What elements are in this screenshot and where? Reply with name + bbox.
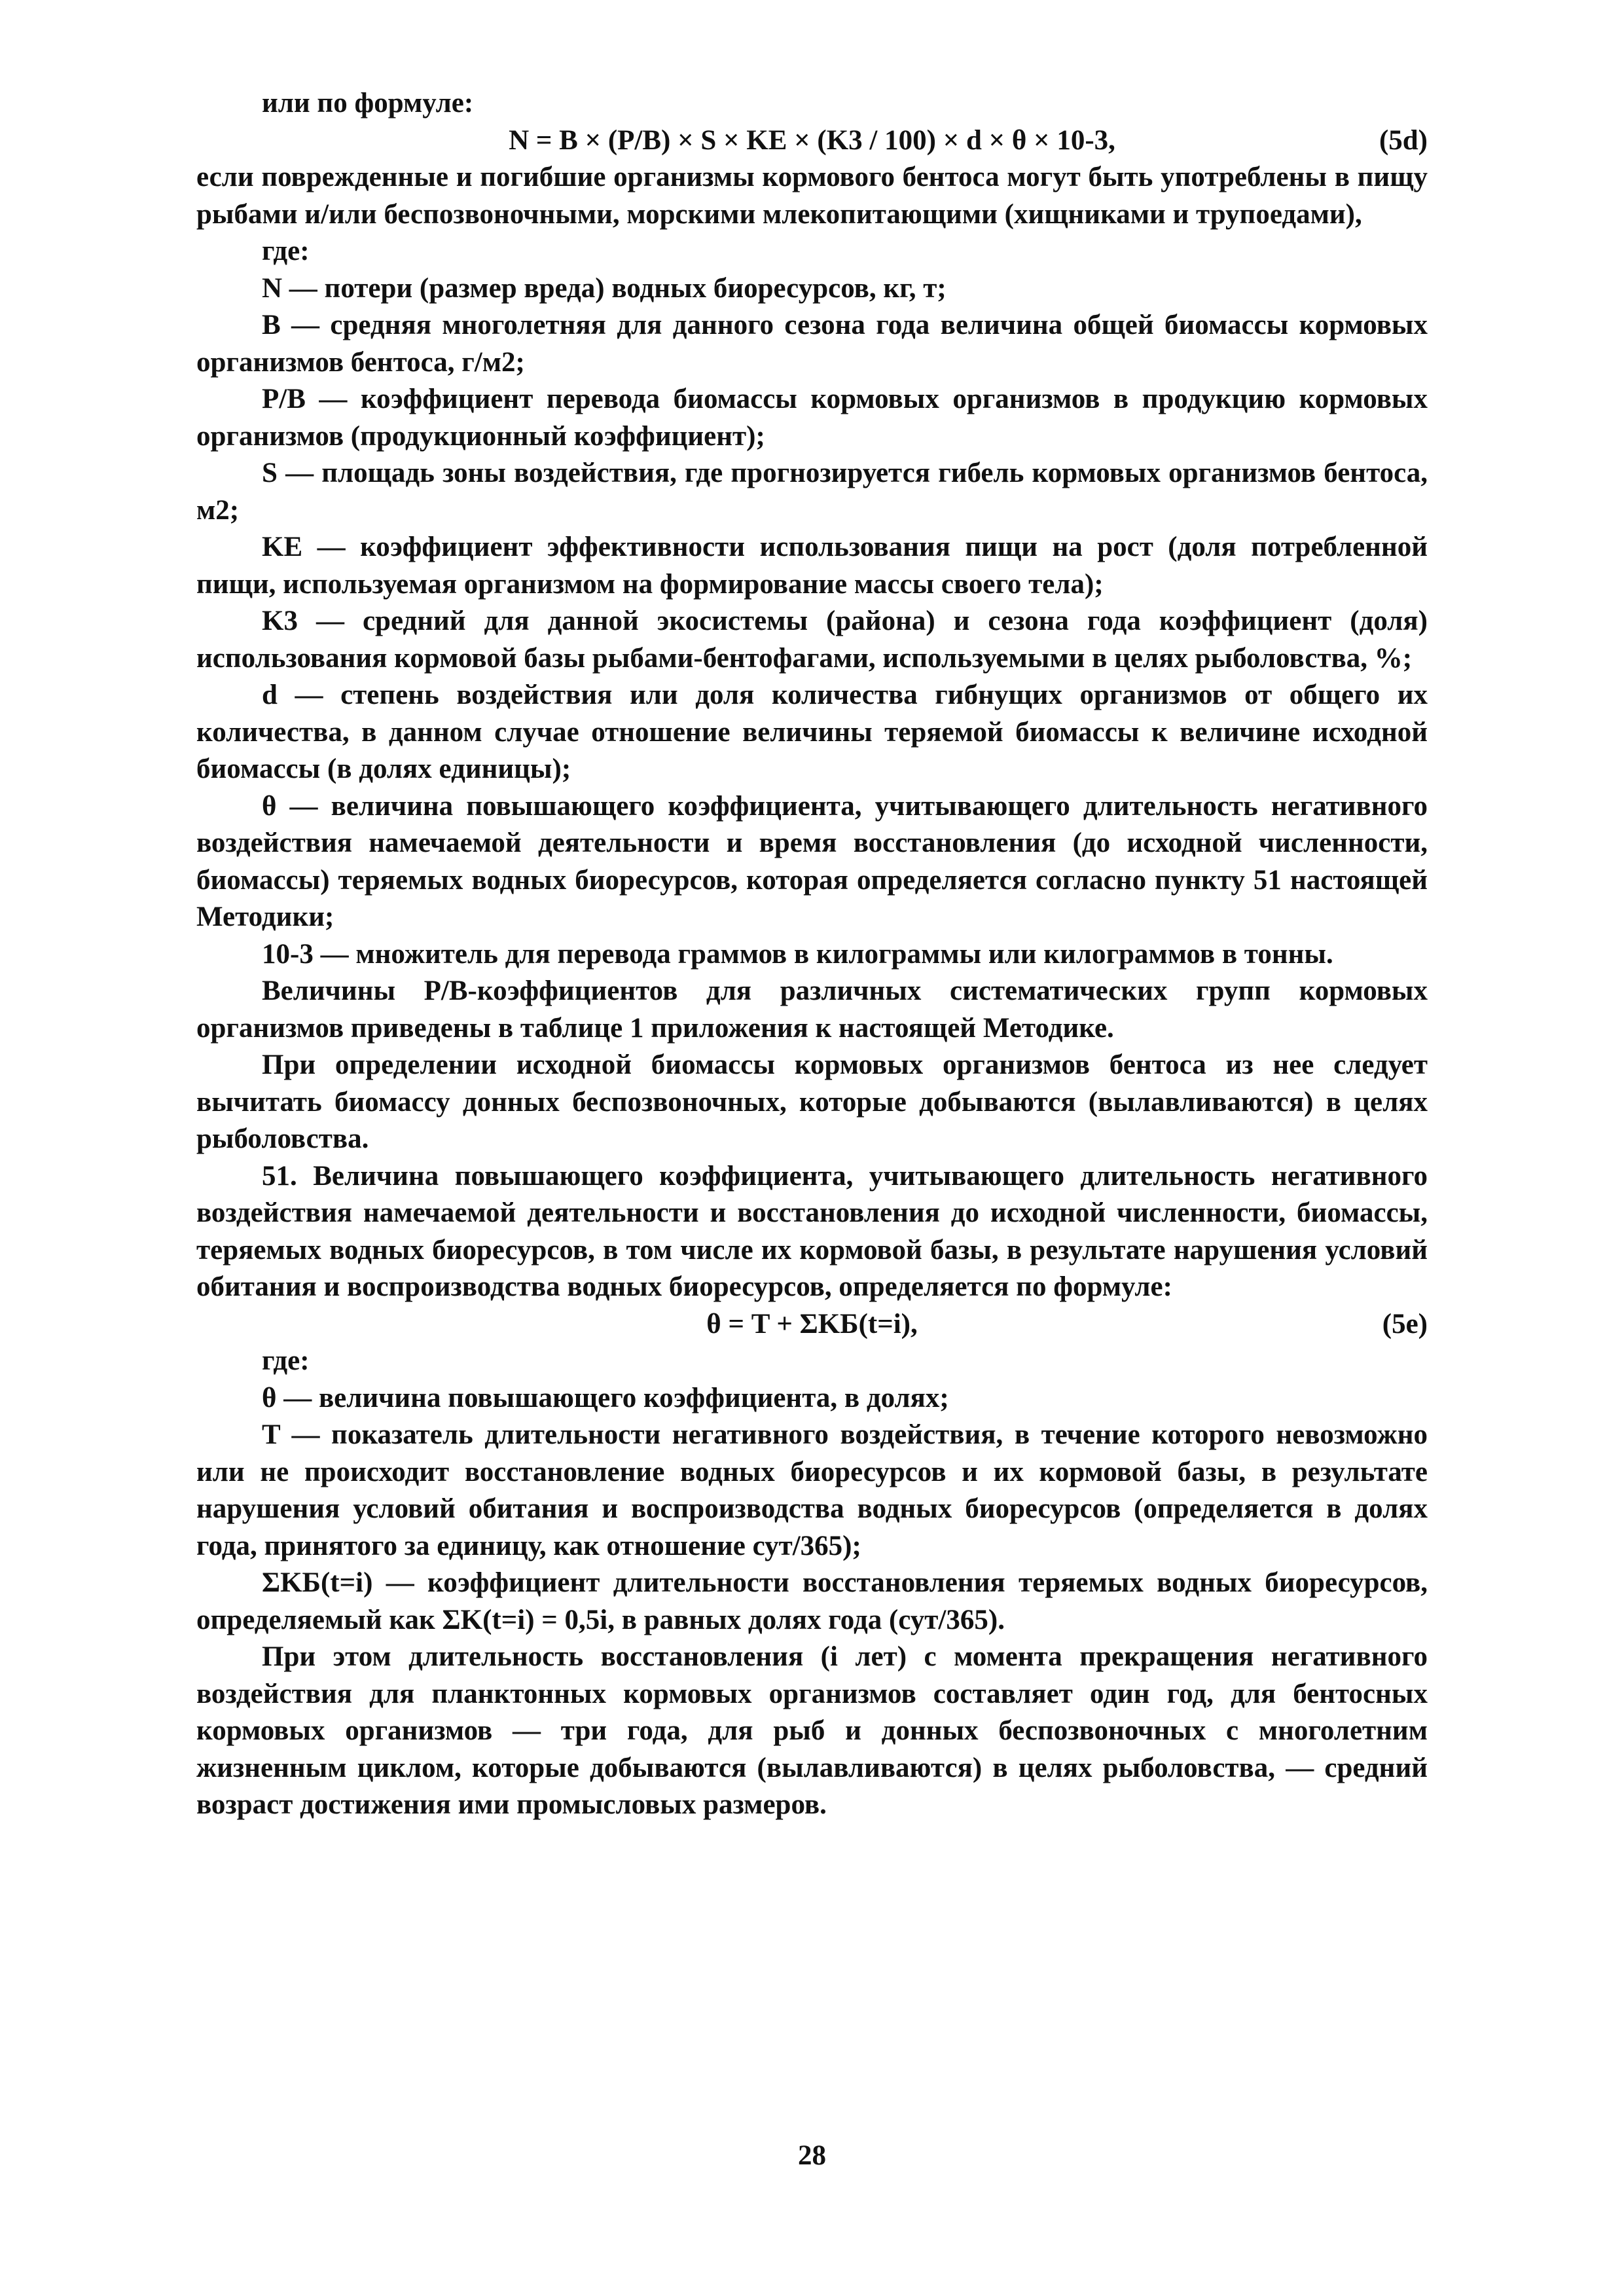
- definition-pb: P/B — коэффициент перевода биомассы кормовых организмов в продукцию кормовых организмов (продукционный коэффициент);: [196, 384, 1428, 452]
- paragraph-where-2: где:: [262, 1345, 310, 1376]
- definition-d: d — степень воздействия или доля количества гибнущих организмов от общего их количества, в данном случае отношение величины теряемой биомассы к величине исходной биомассы (в долях единицы);: [196, 680, 1428, 784]
- definition-multiplier: 10-3 — множитель для перевода граммов в килограммы или килограммов в тонны.: [262, 938, 1333, 970]
- paragraph-intro: или по формуле:: [262, 88, 474, 118]
- definition-b: B — средняя многолетняя для данного сезона года величина общей биомассы кормовых организмов бентоса, г/м2;: [196, 310, 1428, 378]
- formula-5d: [196, 122, 1428, 160]
- definition-n: N — потери (размер вреда) водных биоресурсов, кг, т;: [262, 272, 947, 304]
- paragraph-section-51: 51. Величина повышающего коэффициента, учитывающего длительность негативного воздействия намечаемой деятельности и восстановления до исходной численности, биомассы, теряемых водных биоресурсов, в том числе их кормовой базы, в результате нарушения условий обитания и воспроизводства водных биоресурсов, определяется по формуле:: [196, 1160, 1428, 1302]
- definition-s: S — площадь зоны воздействия, где прогнозируется гибель кормовых организмов бентоса, м2;: [196, 458, 1428, 526]
- document-body: [196, 85, 1428, 1824]
- formula-5e-number: (5e): [1382, 1308, 1428, 1339]
- formula-5d-number: (5d): [1379, 124, 1428, 156]
- definition-t: T — показатель длительности негативного воздействия, в течение которого невозможно или не происходит восстановление водных биоресурсов и их кормовой базы, в результате нарушения условий обитания и воспроизводства водных биоресурсов (определяется в долях года, принятого за единицу, как отношение сут/365);: [196, 1419, 1428, 1561]
- paragraph-initial-biomass: При определении исходной биомассы кормовых организмов бентоса из нее следует вычитать биомассу донных беспозвоночных, которые добываются (вылавливаются) в целях рыболовства.: [196, 1049, 1428, 1154]
- paragraph-recovery-duration: При этом длительность восстановления (i лет) с момента прекращения негативного воздействия для планктонных кормовых организмов составляет один год, для бентосных кормовых организмов — три года, для рыб и донных беспозвоночных с многолетним жизненным циклом, которые добываются (вылавливаются) в целях рыболовства, — средний возраст достижения ими промысловых размеров.: [196, 1641, 1428, 1820]
- page-number: 28: [798, 2140, 826, 2171]
- definition-theta-2: θ — величина повышающего коэффициента, в долях;: [262, 1382, 949, 1413]
- formula-5e-expression: θ = T + ΣKБ(t=i),: [706, 1308, 918, 1339]
- definition-k3: K3 — средний для данной экосистемы (района) и сезона года коэффициент (доля) использования кормовой базы рыбами-бентофагами, используемыми в целях рыболовства, %;: [196, 606, 1428, 674]
- formula-5e: [196, 1306, 1428, 1343]
- definition-theta: θ — величина повышающего коэффициента, учитывающего длительность негативного воздействия намечаемой деятельности и время восстановления (до исходной численности, биомассы) теряемых водных биоресурсов, которая определяется согласно пункту 51 настоящей Методики;: [196, 790, 1428, 932]
- paragraph-where-1: где:: [262, 236, 310, 266]
- paragraph-pb-values: Величины P/B-коэффициентов для различных систематических групп кормовых организмов приведены в таблице 1 приложения к настоящей Методике.: [196, 975, 1428, 1044]
- definition-sum-kb: ΣKБ(t=i) — коэффициент длительности восстановления теряемых водных биоресурсов, определяемый как ΣK(t=i) = 0,5i, в равных долях года (сут/365).: [196, 1567, 1428, 1635]
- formula-5d-expression: N = B × (P/B) × S × KE × (K3 / 100) × d × θ × 10-3,: [509, 124, 1115, 156]
- definition-ke: KE — коэффициент эффективности использования пищи на рост (доля потребленной пищи, используемая организмом на формирование массы своего тела);: [196, 532, 1428, 600]
- paragraph-condition: если поврежденные и погибшие организмы кормового бентоса могут быть употреблены в пищу рыбами и/или беспозвоночными, морскими млекопитающими (хищниками и трупоедами),: [196, 162, 1428, 230]
